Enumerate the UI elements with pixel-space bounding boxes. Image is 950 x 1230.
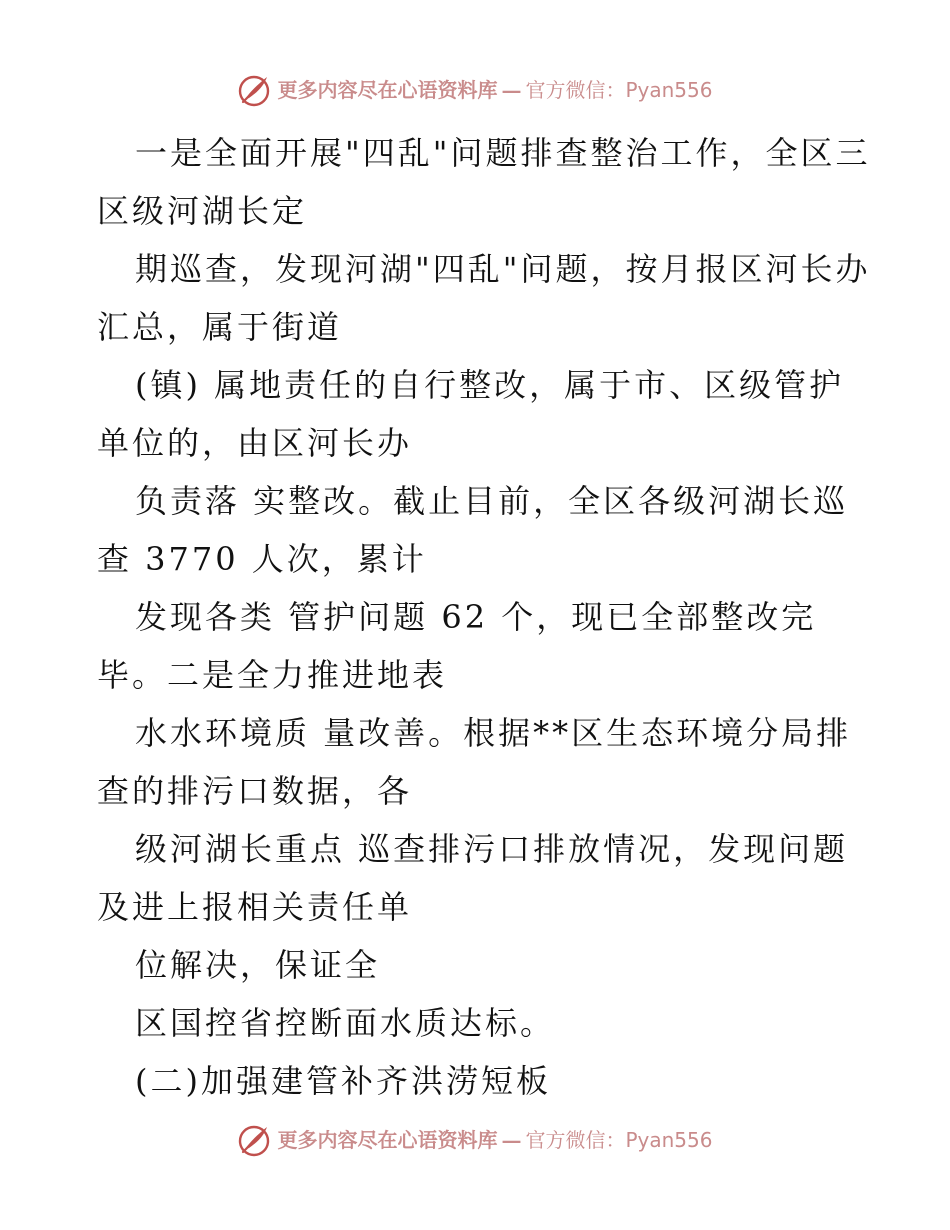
text-line-1: 一是全面开展"四乱"问题排查整治工作，全区三 [135, 134, 871, 172]
watermark-text [277, 1130, 712, 1150]
text-line-5: (镇) 属地责任的自行整改，属于市、区级管护 [135, 366, 845, 404]
text-line-6: 单位的，由区河长办 [97, 424, 413, 462]
text-line-11: 水水环境质 量改善。根据**区生态环境分局排 [135, 714, 852, 752]
text-line-2: 区级河湖长定 [97, 192, 308, 230]
header-watermark [0, 72, 950, 108]
text-line-9: 发现各类 管护问题 62 个，现已全部整改完 [135, 598, 817, 636]
text-line-14: 及进上报相关责任单 [97, 888, 413, 926]
text-line-8: 查 3770 人次，累计 [97, 540, 427, 578]
watermark-site-name: 更多内容尽在心语资料库 [277, 1128, 498, 1152]
watermark-dash: — [501, 1128, 522, 1152]
text-line-7: 负责落 实整改。截止目前，全区各级河湖长巡 [135, 482, 849, 520]
quill-logo-icon [237, 1123, 271, 1157]
text-line-17: (二)加强建管补齐洪涝短板 [135, 1062, 551, 1100]
text-line-10: 毕。二是全力推进地表 [97, 656, 448, 694]
text-line-15: 位解决，保证全 [135, 946, 381, 984]
text-line-3: 期巡查，发现河湖"四乱"问题，按月报区河长办 [135, 250, 871, 288]
text-line-13: 级河湖长重点 巡查排污口排放情况，发现问题 [135, 830, 849, 868]
watermark-site-name: 更多内容尽在心语资料库 [277, 78, 498, 102]
document-body [97, 124, 871, 1110]
footer-watermark [0, 1122, 950, 1158]
text-line-16: 区国控省控断面水质达标。 [135, 1004, 556, 1042]
text-line-12: 查的排污口数据，各 [97, 772, 413, 810]
watermark-wechat: 官方微信：Pyan556 [525, 78, 713, 102]
watermark-wechat: 官方微信：Pyan556 [525, 1128, 713, 1152]
text-line-4: 汇总，属于街道 [97, 308, 343, 346]
quill-logo-icon [237, 73, 271, 107]
watermark-text [277, 80, 712, 100]
watermark-dash: — [501, 78, 522, 102]
